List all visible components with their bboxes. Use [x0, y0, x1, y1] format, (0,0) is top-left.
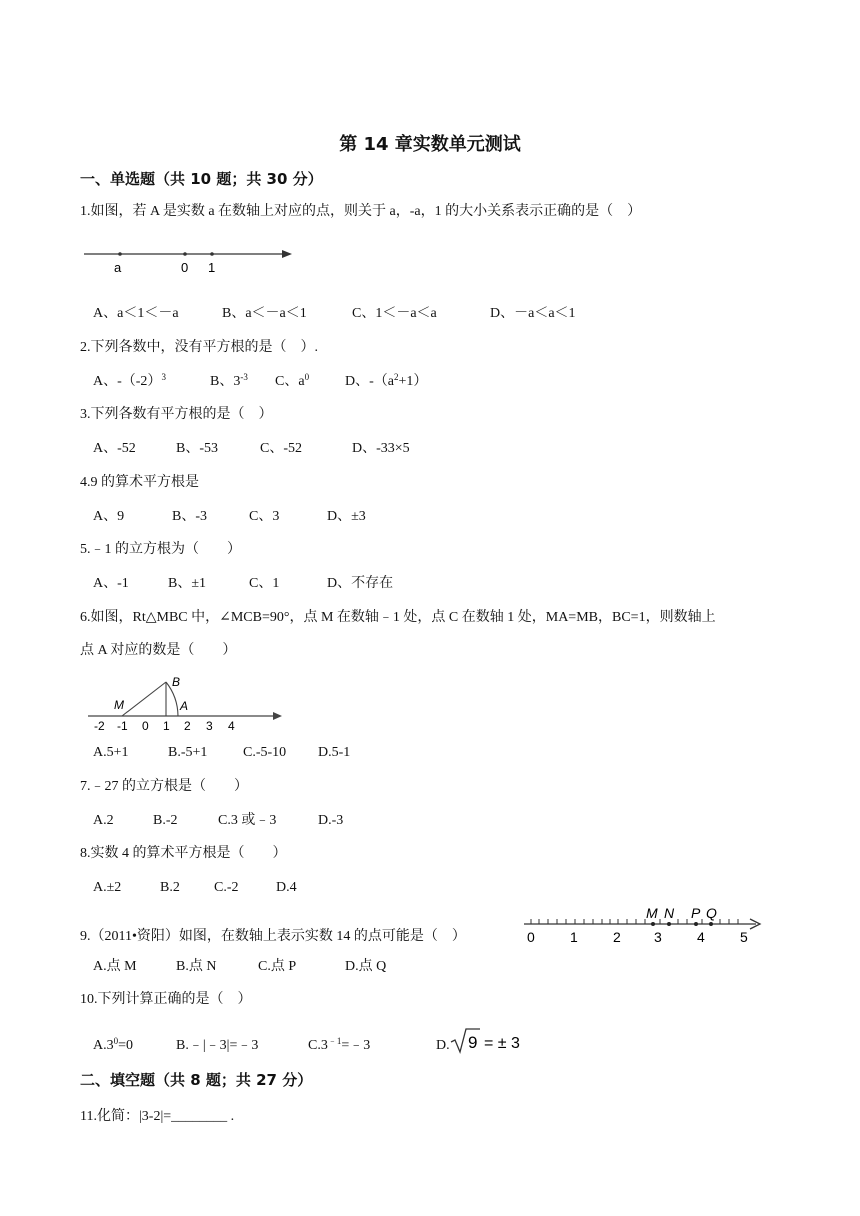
question-4-option-c: C、3: [249, 509, 280, 524]
figure-label-b: B: [172, 675, 181, 689]
question-1-number-line: [80, 245, 300, 277]
question-4-option-d: D、±3: [327, 509, 366, 524]
question-8-stem: 8.实数 4 的算术平方根是（ ）: [80, 846, 287, 861]
figure-label-a: A: [180, 699, 189, 713]
question-6-stem-line-2: 点 A 对应的数是（ ）: [80, 643, 237, 658]
question-3-stem: 3.下列各数有平方根的是（ ）: [80, 407, 273, 422]
question-9-stem: 9.（2011•资阳）如图，在数轴上表示实数 14 的点可能是（ ）: [80, 929, 466, 944]
figure-tick-neg2: -2: [94, 719, 105, 733]
question-1-option-d: D、－a＜a＜1: [490, 306, 576, 321]
question-7-stem: 7.﹣27 的立方根是（ ）: [80, 779, 248, 794]
question-3-option-c: C、-52: [260, 441, 302, 456]
question-4-stem: 4.9 的算术平方根是: [80, 475, 199, 490]
figure-tick-2: 2: [184, 719, 191, 733]
figure-tick-0: 0: [142, 719, 149, 733]
question-5-option-b: B、±1: [168, 576, 207, 591]
tick-label-3: 3: [654, 929, 662, 945]
figure-label-m: M: [114, 698, 124, 712]
question-6-figure: [84, 672, 284, 734]
formula-result: = ± 3: [484, 1035, 520, 1052]
page-title: 第 14 章实数单元测试: [339, 134, 521, 155]
question-7-option-c: C.3 或﹣3: [218, 813, 277, 828]
section-heading-single-choice: 一、单选题（共 10 题；共 30 分）: [80, 170, 323, 188]
question-7-option-b: B.-2: [153, 813, 178, 828]
point-label-m: M: [646, 905, 658, 921]
question-2-option-b: B、$3^{-3}$: [210, 372, 248, 389]
question-6-stem-line-1: 6.如图，Rt△MBC 中，∠MCB=90°，点 M 在数轴﹣1 处，点 C 在数轴 1 处，MA=MB，BC=1，则数轴上: [80, 610, 716, 625]
question-8-option-b: B.2: [160, 880, 180, 895]
question-4-option-a: A、9: [93, 509, 125, 524]
question-7-option-d: D.-3: [318, 813, 344, 828]
figure-tick-3: 3: [206, 719, 213, 733]
question-10-option-a: $A.3^0=0$: [93, 1036, 134, 1053]
number-line-label-a: a: [114, 260, 122, 275]
question-5-option-a: A、-1: [93, 576, 129, 591]
question-11-stem: 11.化简：|3-2|=________ .: [80, 1109, 235, 1124]
question-6-option-b: B.-5+1: [168, 745, 208, 760]
question-10-stem: 10.下列计算正确的是（ ）: [80, 992, 252, 1007]
question-9-option-c: C.点 P: [258, 959, 297, 974]
tick-label-0: 0: [527, 929, 535, 945]
tick-label-1: 1: [570, 929, 578, 945]
number-line-label-0: 0: [181, 260, 189, 275]
question-7-option-a: A.2: [93, 813, 114, 828]
figure-tick-neg1: -1: [117, 719, 128, 733]
figure-tick-1: 1: [163, 719, 170, 733]
question-10-option-d-formula: [450, 1027, 522, 1055]
question-9-option-b: B.点 N: [176, 959, 217, 974]
question-10-option-d-prefix: D.: [436, 1038, 450, 1053]
question-9-option-d: D.点 Q: [345, 959, 387, 974]
question-8-option-c: C.-2: [214, 880, 239, 895]
question-6-option-c: C.-5-10: [243, 745, 287, 760]
question-9-number-line: [520, 904, 770, 946]
question-3-option-a: A、-52: [93, 441, 136, 456]
question-5-option-c: C、1: [249, 576, 280, 591]
point-label-p: P: [691, 905, 701, 921]
question-1-option-b: B、a＜－a＜1: [222, 306, 307, 321]
question-1-option-a: A、a＜1＜－a: [93, 306, 179, 321]
tick-label-5: 5: [740, 929, 748, 945]
question-9-option-a: A.点 M: [93, 959, 137, 974]
number-line-label-1: 1: [208, 260, 216, 275]
question-8-option-d: D.4: [276, 880, 297, 895]
question-1-option-c: C、1＜－a＜a: [352, 306, 437, 321]
question-6-option-d: D.5-1: [318, 745, 351, 760]
tick-label-4: 4: [697, 929, 705, 945]
question-2-option-c: C、$a^0$: [275, 372, 310, 389]
question-1-stem: 1.如图，若 A 是实数 a 在数轴上对应的点，则关于 a，-a，1 的大小关系表示正确的是（ ）: [80, 204, 642, 219]
figure-tick-4: 4: [228, 719, 235, 733]
question-2-option-a: A、$-(-2)^3$: [93, 372, 166, 389]
question-5-option-d: D、不存在: [327, 576, 394, 591]
section-heading-fill-in: 二、填空题（共 8 题；共 27 分）: [80, 1071, 313, 1089]
question-10-option-b: B.﹣|﹣3|=﹣3: [176, 1038, 259, 1053]
question-5-stem: 5.﹣1 的立方根为（ ）: [80, 542, 241, 557]
tick-label-2: 2: [613, 929, 621, 945]
question-2-option-d: D、$-(a^2+1)$: [345, 372, 428, 389]
point-label-q: Q: [706, 905, 717, 921]
question-6-option-a: A.5+1: [93, 745, 129, 760]
question-4-option-b: B、-3: [172, 509, 207, 524]
question-2-stem: 2.下列各数中，没有平方根的是（ ）.: [80, 340, 318, 355]
radicand: 9: [468, 1033, 478, 1052]
question-8-option-a: A.±2: [93, 880, 122, 895]
point-label-n: N: [664, 905, 675, 921]
question-3-option-d: D、-33×5: [352, 441, 410, 456]
question-10-option-c: $C.3^{﹣1}=﹣3$: [308, 1036, 371, 1053]
question-3-option-b: B、-53: [176, 441, 218, 456]
